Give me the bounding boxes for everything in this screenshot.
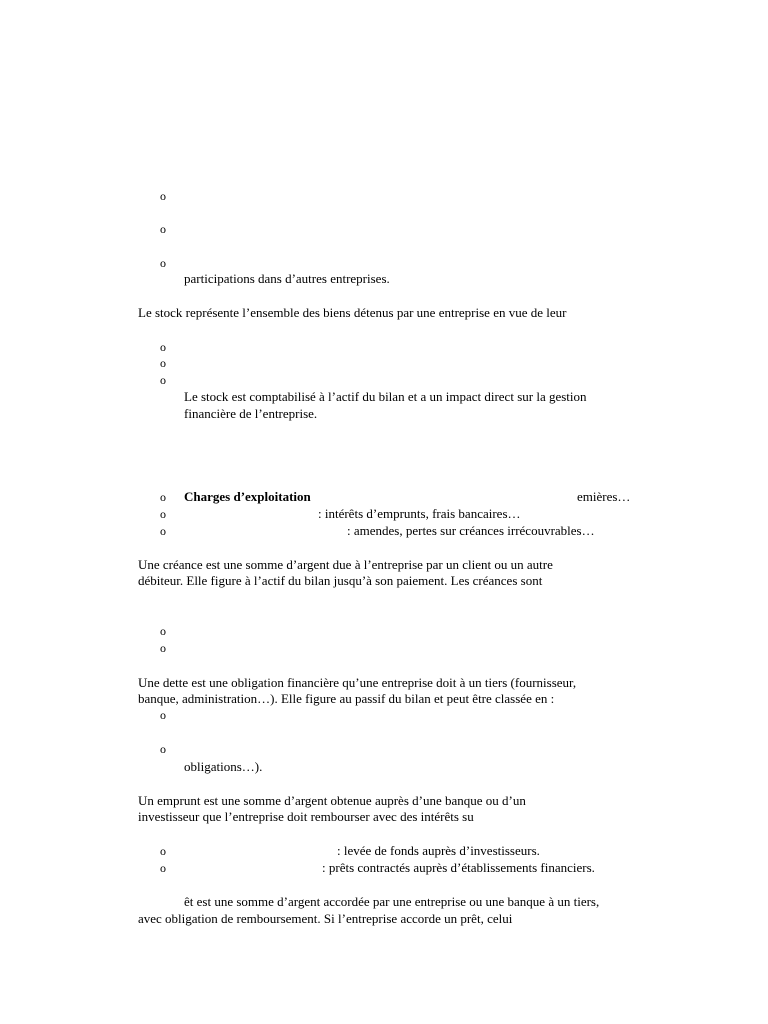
paragraph-line: Un emprunt est une somme d’argent obtenue auprès d’une banque ou d’un	[138, 793, 526, 808]
paragraph-line: avec obligation de remboursement. Si l’entreprise accorde un prêt, celui	[138, 911, 513, 926]
list-bullet: o	[160, 742, 166, 756]
list-item-text: participations dans d’autres entreprises.	[184, 271, 390, 286]
list-bullet: o	[160, 356, 166, 370]
paragraph-line: débiteur. Elle figure à l’actif du bilan jusqu’à son paiement. Les créances sont	[138, 573, 543, 588]
list-bullet: o	[160, 340, 166, 354]
list-bullet: o	[160, 861, 166, 875]
paragraph-line: banque, administration…). Elle figure au passif du bilan et peut être classée en :	[138, 691, 555, 706]
list-bullet: o	[160, 373, 166, 387]
list-item-text: : amendes, pertes sur créances irrécouvrables…	[347, 523, 595, 538]
list-item-text: Le stock est comptabilisé à l’actif du bilan et a un impact direct sur la gestion	[184, 389, 587, 404]
paragraph-line: Le stock représente l’ensemble des biens détenus par une entreprise en vue de leur	[138, 305, 567, 320]
list-bullet: o	[160, 524, 166, 538]
list-item-text: financière de l’entreprise.	[184, 406, 318, 421]
list-item-text: emières…	[577, 489, 631, 504]
list-bullet: o	[160, 641, 166, 655]
list-item-text: : levée de fonds auprès d’investisseurs.	[337, 843, 540, 858]
list-item-label: Charges d’exploitation	[184, 489, 311, 504]
list-bullet: o	[160, 708, 166, 722]
list-bullet: o	[160, 844, 166, 858]
paragraph-line: investisseur que l’entreprise doit rembourser avec des intérêts su	[138, 809, 474, 824]
list-item-text: : prêts contractés auprès d’établissements financiers.	[322, 860, 595, 875]
list-bullet: o	[160, 507, 166, 521]
paragraph-line: Une créance est une somme d’argent due à l’entreprise par un client ou un autre	[138, 557, 553, 572]
list-item-text: : intérêts d’emprunts, frais bancaires…	[318, 506, 521, 521]
list-bullet: o	[160, 189, 166, 203]
list-item-text: obligations…).	[184, 759, 263, 774]
list-bullet: o	[160, 256, 166, 270]
list-bullet: o	[160, 490, 166, 504]
list-bullet: o	[160, 222, 166, 236]
paragraph-line: Une dette est une obligation financière qu’une entreprise doit à un tiers (fournisseur,	[138, 675, 577, 690]
paragraph-line: êt est une somme d’argent accordée par une entreprise ou une banque à un tiers,	[184, 894, 600, 909]
list-bullet: o	[160, 624, 166, 638]
